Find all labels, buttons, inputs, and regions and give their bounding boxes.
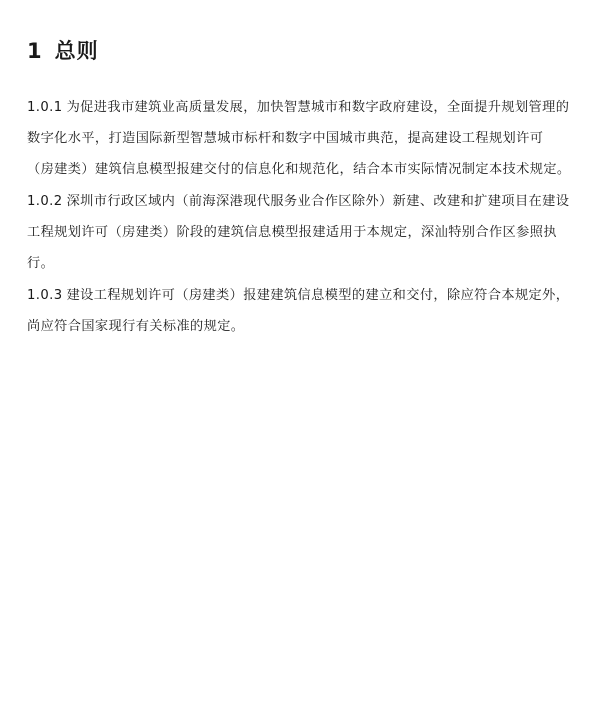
clause-1-0-3 bbox=[27, 280, 592, 342]
section-number: 1 bbox=[27, 39, 43, 63]
clause-line: 工程规划许可（房建类）阶段的建筑信息模型报建适用于本规定，深汕特别合作区参照执 bbox=[27, 225, 557, 240]
clause-text: 深圳市行政区域内（前海深港现代服务业合作区除外）新建、改建和扩建项目在建设 bbox=[66, 194, 570, 209]
clause-number: 1.0.1 bbox=[27, 100, 63, 115]
clause-line bbox=[27, 92, 592, 123]
clause-line: 行。 bbox=[27, 256, 55, 271]
clause-number: 1.0.3 bbox=[27, 288, 63, 303]
clause-line: （房建类）建筑信息模型报建交付的信息化和规范化，结合本市实际情况制定本技术规定。 bbox=[27, 162, 571, 177]
section-heading bbox=[27, 35, 99, 65]
section-title: 总则 bbox=[54, 39, 99, 63]
clause-line: 数字化水平，打造国际新型智慧城市标杆和数字中国城市典范，提高建设工程规划许可 bbox=[27, 131, 544, 146]
clause-1-0-1 bbox=[27, 92, 592, 185]
clause-number: 1.0.2 bbox=[27, 194, 63, 209]
clause-1-0-2 bbox=[27, 186, 592, 279]
clause-line: 尚应符合国家现行有关标准的规定。 bbox=[27, 319, 245, 334]
clause-line bbox=[27, 186, 592, 217]
clause-text: 为促进我市建筑业高质量发展，加快智慧城市和数字政府建设，全面提升规划管理的 bbox=[66, 100, 570, 115]
clause-line bbox=[27, 280, 592, 311]
clause-text: 建设工程规划许可（房建类）报建建筑信息模型的建立和交付，除应符合本规定外， bbox=[66, 288, 570, 303]
